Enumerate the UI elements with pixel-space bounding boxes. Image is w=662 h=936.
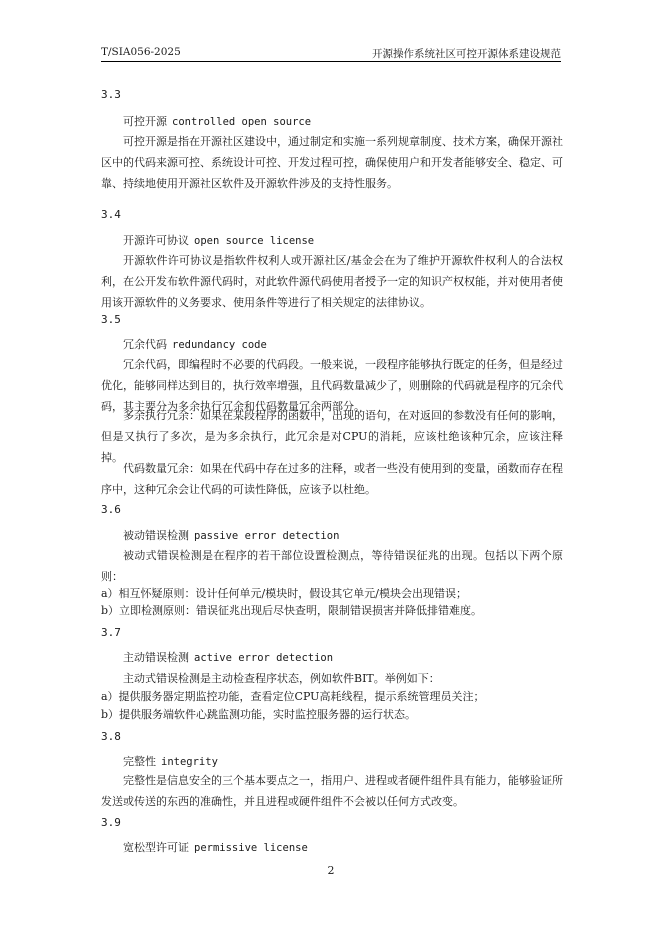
definition-paragraph: 被动式错误检测是在程序的若干部位设置检测点，等待错误征兆的出现。包括以下两个原则： <box>101 549 563 583</box>
section-number: 3.8 <box>101 730 121 743</box>
definition-paragraph: 冗余代码，即编程时不必要的代码段。一般来说，一段程序能够执行既定的任务，但是经过优化，能够同样达到目的，执行效率增强，且代码数量减少了，则删除的代码就是程序的冗余代码，其主要分为多余执行冗余和代码数量冗余两部分。 <box>101 358 563 413</box>
definition-paragraph: 开源软件许可协议是指软件权利人或开源社区/基金会在为了维护开源软件权利人的合法权利，在公开发布软件源代码时，对此软件源代码使用者授予一定的知识产权权能，并对使用者使用该开源软件的义务要求、使用条件等进行了相关规定的法律协议。 <box>101 254 563 309</box>
term-heading <box>123 234 314 248</box>
term-heading <box>123 651 333 665</box>
term-heading <box>123 841 308 855</box>
term-en: active error detection <box>194 652 334 664</box>
term-heading <box>123 529 339 543</box>
term-zh: 主动错误检测 <box>123 651 189 664</box>
term-zh: 被动错误检测 <box>123 529 189 542</box>
term-zh: 开源许可协议 <box>123 234 189 247</box>
term-en: passive error detection <box>194 530 340 542</box>
definition-paragraph: 代码数量冗余：如果在代码中存在过多的注释，或者一些没有使用到的变量，函数而存在程序中，这种冗余会让代码的可读性降低，应该予以杜绝。 <box>101 462 563 496</box>
section-number: 3.7 <box>101 626 121 639</box>
page-number: 2 <box>327 864 335 877</box>
term-heading <box>123 338 267 352</box>
definition-paragraph: 可控开源是指在开源社区建设中，通过制定和实施一系列规章制度、技术方案，确保开源社区中的代码来源可控、系统设计可控、开发过程可控，确保使用户和开发者能够安全、稳定、可靠、持续地使用开源社区软件及开源软件涉及的支持性服务。 <box>101 135 563 190</box>
term-en: permissive license <box>194 842 308 854</box>
list-item: b）立即检测原则：错误征兆出现后尽快查明，限制错误损害并降低排错难度。 <box>101 604 483 617</box>
term-en: redundancy code <box>172 339 267 351</box>
term-zh: 冗余代码 <box>123 338 167 351</box>
page-header <box>101 46 561 62</box>
standard-number: T/SIA056-2025 <box>101 46 181 58</box>
definition-paragraph: 完整性是信息安全的三个基本要点之一，指用户、进程或者硬件组件具有能力，能够验证所发送或传送的东西的准确性，并且进程或硬件组件不会被以任何方式改变。 <box>101 774 563 808</box>
term-en: controlled open source <box>172 116 312 128</box>
term-heading <box>123 755 218 769</box>
section-number: 3.3 <box>101 88 121 101</box>
term-zh: 完整性 <box>123 755 156 768</box>
definition-paragraph: 主动式错误检测是主动检查程序状态，例如软件BIT。举例如下： <box>123 672 440 685</box>
term-zh: 宽松型许可证 <box>123 841 189 854</box>
term-en: open source license <box>194 235 315 247</box>
section-number: 3.5 <box>101 313 121 326</box>
section-number: 3.6 <box>101 503 121 516</box>
term-en: integrity <box>161 756 218 768</box>
term-heading <box>123 115 311 129</box>
definition-paragraph: 多余执行冗余：如果在某段程序的函数中，出现的语句，在对返回的参数没有任何的影响，但是又执行了多次，是为多余执行，此冗余是对CPU的消耗，应该杜绝该种冗余，应该注释掉。 <box>101 409 563 464</box>
document-title: 开源操作系统社区可控开源体系建设规范 <box>372 48 561 60</box>
list-item: a）相互怀疑原则：设计任何单元/模块时，假设其它单元/模块会出现错误； <box>101 587 467 600</box>
section-number: 3.9 <box>101 816 121 829</box>
header-divider <box>101 61 561 62</box>
term-zh: 可控开源 <box>123 115 167 128</box>
section-number: 3.4 <box>101 208 121 221</box>
list-item: a）提供服务器定期监控功能，查看定位CPU高耗线程，提示系统管理员关注； <box>101 690 485 703</box>
list-item: b）提供服务端软件心跳监测功能，实时监控服务器的运行状态。 <box>101 708 417 721</box>
